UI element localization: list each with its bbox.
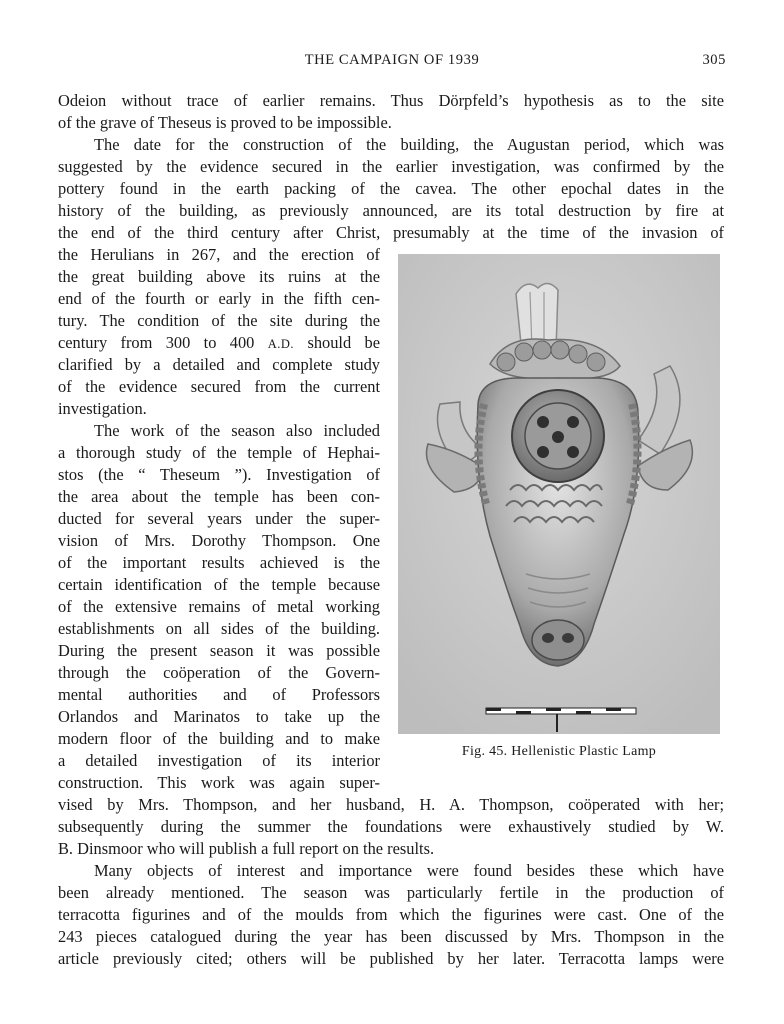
text-line: mental authorities and of Professors [58,685,380,704]
text-line: vised by Mrs. Thompson, and her husband, H. A. Thompson, coöperated with her; [58,795,724,814]
text-line: through the coöperation of the Govern- [58,663,380,682]
text-line: Odeion without trace of earlier remains. Thus Dörpfeld’s hypothesis as to the site [58,91,724,110]
text-line: the end of the third century after Christ, presumably at the time of the invasion of [58,223,724,242]
text-line: Orlandos and Marinatos to take up the [58,707,380,726]
text-line: article previously cited; others will be published by her later. Terracotta lamps were [58,949,724,968]
text-span: should be [307,333,380,352]
text-line: end of the fourth or early in the fifth cen- [58,289,380,308]
text-line [58,332,380,355]
text-line: The work of the season also included [94,421,380,440]
text-line: B. Dinsmoor who will publish a full report on the results. [58,839,435,858]
text-line: stos (the “ Theseum ”). Investigation of [58,465,380,484]
text-line: establishments on all sides of the building. [58,619,380,638]
text-line: of the evidence secured from the current [58,377,380,396]
text-line: During the present season it was possible [58,641,380,660]
text-line: suggested by the evidence secured in the earlier investigation, was confirmed by the [58,157,724,176]
text-line: a thorough study of the temple of Hephai- [58,443,380,462]
text-line: construction. This work was again super- [58,773,380,792]
text-line: a detailed investigation of its interior [58,751,380,770]
text-line: tury. The condition of the site during the [58,311,380,330]
text-line: investigation. [58,399,147,418]
figure-caption: Fig. 45. Hellenistic Plastic Lamp [461,744,657,759]
text-line: 243 pieces catalogued during the year has been discussed by Mrs. Thompson in the [58,927,724,946]
small-caps-era: A.D. [267,337,295,351]
text-line: vision of Mrs. Dorothy Thompson. One [58,531,380,550]
text-line: terracotta figurines and of the moulds from which the figurines were cast. One of the [58,905,724,924]
text-line: history of the building, as previously announced, are its total destruction by fire at [58,201,724,220]
text-line: of the extensive remains of metal working [58,597,380,616]
page-number: 305 [702,52,726,68]
text-line: the great building above its ruins at the [58,267,380,286]
text-line: pottery found in the earth packing of the cavea. The other epochal dates in the [58,179,724,198]
text-span: century from 300 to 400 [58,333,255,352]
text-line: Many objects of interest and importance were found besides these which have [94,861,724,880]
text-line: the Herulians in 267, and the erection of [58,245,380,264]
text-line: subsequently during the summer the foundations were exhaustively studied by W. [58,817,724,836]
text-line: the area about the temple has been con- [58,487,380,506]
running-title: THE CAMPAIGN OF 1939 [304,52,480,68]
running-header [58,52,726,74]
figure-photo [398,254,720,734]
text-line: been already mentioned. The season was particularly fertile in the production of [58,883,724,902]
text-line: ducted for several years under the super- [58,509,380,528]
text-line: The date for the construction of the building, the Augustan period, which was [94,135,724,154]
text-line: of the important results achieved is the [58,553,380,572]
text-line: clarified by a detailed and complete study [58,355,380,374]
text-line: of the grave of Theseus is proved to be impossible. [58,113,392,132]
text-line: certain identification of the temple because [58,575,380,594]
bull-head-lamp-image [398,254,720,734]
text-line: modern floor of the building and to make [58,729,380,748]
